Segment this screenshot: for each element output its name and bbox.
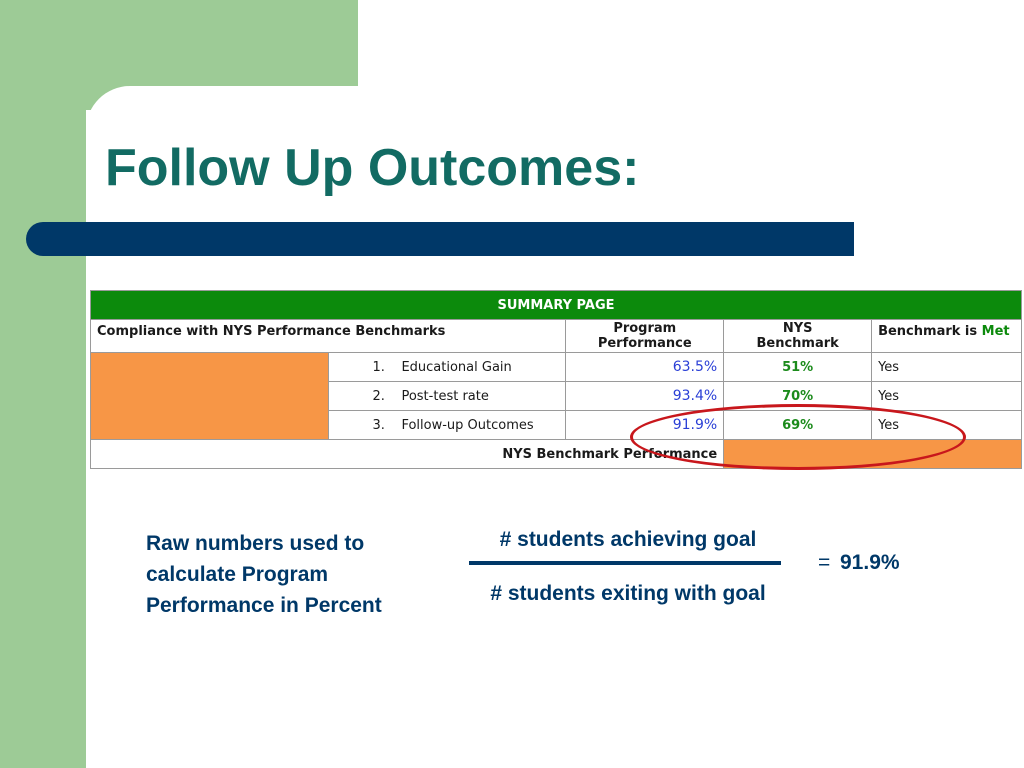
met-label: Met xyxy=(981,324,1010,339)
summary-banner-row xyxy=(91,291,1022,320)
nys-benchmark-value: 70% xyxy=(724,382,872,411)
row-label xyxy=(328,382,566,411)
equals-sign: = xyxy=(818,551,831,574)
row-label xyxy=(328,353,566,382)
title-underline-bar xyxy=(26,222,854,256)
program-performance-header xyxy=(566,320,724,353)
table-row xyxy=(91,353,1022,382)
summary-banner: SUMMARY PAGE xyxy=(91,291,1022,320)
row-number: 2. xyxy=(372,388,385,404)
row-label xyxy=(328,411,566,440)
nys-benchmark-header-line1: NYS xyxy=(782,321,813,336)
row-number: 1. xyxy=(372,359,385,375)
fraction-denominator: # students exiting with goal xyxy=(490,582,766,605)
program-performance-value: 91.9% xyxy=(566,411,724,440)
program-performance-header-line1: Program xyxy=(613,321,677,336)
column-header-row xyxy=(91,320,1022,353)
program-performance-header-line2: Performance xyxy=(597,336,692,351)
row-name: Educational Gain xyxy=(401,359,512,375)
row-number: 3. xyxy=(372,417,385,433)
slide-title: Follow Up Outcomes: xyxy=(105,139,640,197)
row-name: Post-test rate xyxy=(401,388,489,404)
fraction-bar xyxy=(469,561,781,565)
row-name: Follow-up Outcomes xyxy=(401,417,534,433)
benchmark-performance-label: NYS Benchmark Performance xyxy=(91,440,724,469)
result-value: 91.9% xyxy=(840,551,900,574)
nys-benchmark-value: 51% xyxy=(724,353,872,382)
benchmark-is-label: Benchmark is xyxy=(878,324,982,339)
benchmark-met-value: Yes xyxy=(872,353,1022,382)
decorative-green-sidebar xyxy=(0,0,86,768)
benchmark-met-header xyxy=(872,320,1022,353)
nys-benchmark-header-line2: Benchmark xyxy=(756,336,839,351)
raw-numbers-description: Raw numbers used to calculate Program Performance in Percent xyxy=(146,532,382,617)
orange-fill-cell xyxy=(91,353,329,440)
benchmark-met-value: Yes xyxy=(872,382,1022,411)
nys-benchmark-header xyxy=(724,320,872,353)
nys-benchmark-value: 69% xyxy=(724,411,872,440)
program-performance-value: 63.5% xyxy=(566,353,724,382)
highlight-oval xyxy=(630,404,966,470)
compliance-header: Compliance with NYS Performance Benchmarks xyxy=(91,320,566,353)
benchmark-met-value: Yes xyxy=(872,411,1022,440)
program-performance-value: 93.4% xyxy=(566,382,724,411)
fraction-numerator: # students achieving goal xyxy=(499,528,757,551)
